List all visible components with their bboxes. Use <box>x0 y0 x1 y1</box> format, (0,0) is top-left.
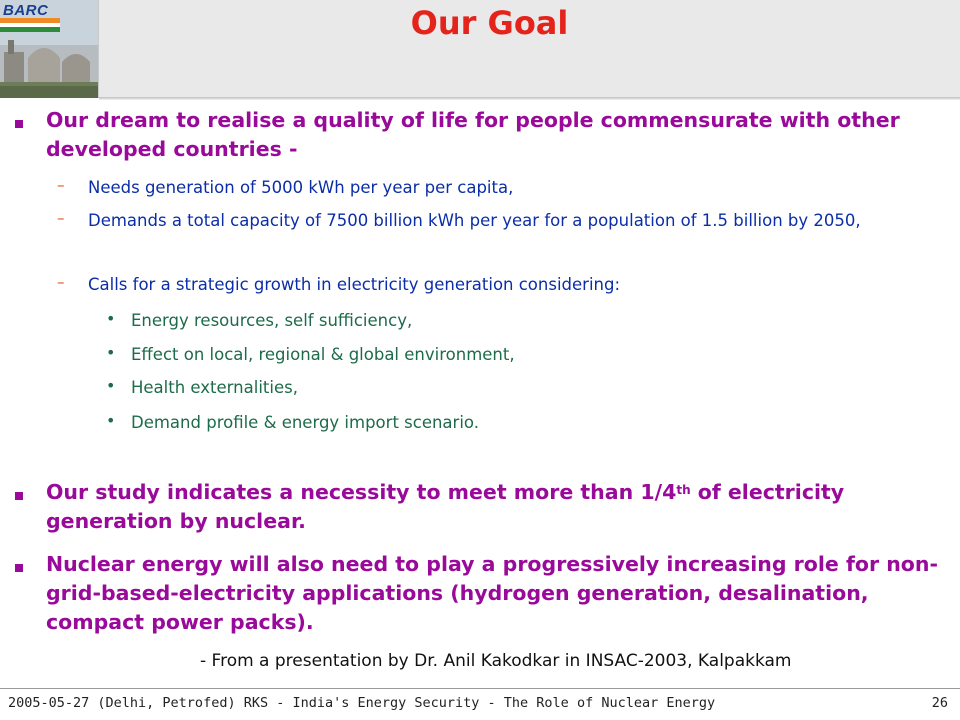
bullet-square-icon <box>15 492 23 500</box>
slide-title: Our Goal <box>410 4 569 42</box>
bullet-3-text: Nuclear energy will also need to play a progressively increasing role for non- grid-based-electricity applications (hydrogen generation, desalination, compact power packs). <box>46 552 938 634</box>
footer-text: 2005-05-27 (Delhi, Petrofed) RKS - India's Energy Security - The Role of Nuclear Energy <box>8 695 716 711</box>
bullet-square-icon <box>15 120 23 128</box>
subsubpoint-2: Effect on local, regional & global environment, <box>131 345 515 364</box>
subpoint-2: Demands a total capacity of 7500 billion kWh per year for a population of 1.5 billion by 2050, <box>88 211 861 230</box>
dot-bullet-icon: • <box>106 411 116 430</box>
subpoint-3: Calls for a strategic growth in electricity generation considering: <box>88 275 621 294</box>
dash-icon: – <box>57 209 65 227</box>
source-credit: - From a presentation by Dr. Anil Kakodkar in INSAC-2003, Kalpakkam <box>200 651 792 671</box>
bullet-1-text: Our dream to realise a quality of life for people commensurate with other developed countries - <box>46 108 900 161</box>
dot-bullet-icon: • <box>106 309 116 328</box>
header-divider <box>99 97 960 100</box>
bullet-2-text-start: Our study indicates a necessity to meet more than 1/4 <box>46 480 677 504</box>
bullet-square-icon <box>15 564 23 572</box>
subsubpoint-4: Demand profile & energy import scenario. <box>131 413 479 432</box>
subpoint-1: Needs generation of 5000 kWh per year per capita, <box>88 178 514 197</box>
bullet-2-text-end: of electricity generation by nuclear. <box>46 480 845 533</box>
dot-bullet-icon: • <box>106 376 116 395</box>
bullet-2-superscript: th <box>676 483 691 497</box>
footer-divider <box>0 688 960 689</box>
dash-icon: – <box>57 176 65 194</box>
dot-bullet-icon: • <box>106 343 116 362</box>
logo-text: BARC <box>3 2 49 19</box>
page-number: 26 <box>931 695 948 711</box>
subsubpoint-1: Energy resources, self sufficiency, <box>131 311 413 330</box>
subsubpoint-3: Health externalities, <box>131 378 298 397</box>
bullet-2-text <box>46 478 951 536</box>
dash-icon: – <box>57 273 65 291</box>
